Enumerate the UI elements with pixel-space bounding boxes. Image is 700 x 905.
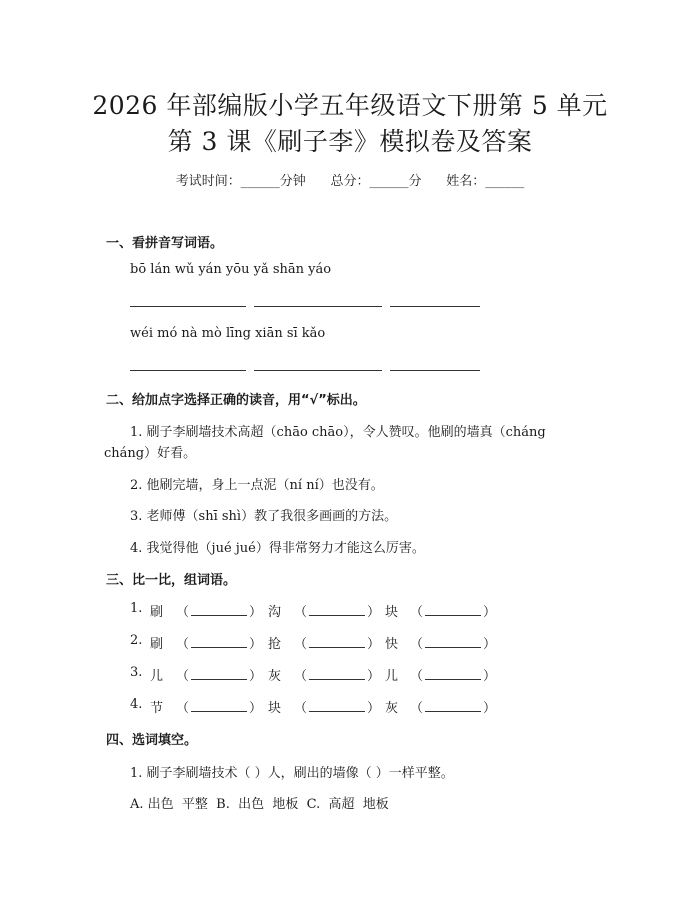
compare-row-number: 1.: [130, 601, 143, 616]
answer-blank[interactable]: [254, 306, 382, 307]
compare-char: 灰: [268, 669, 282, 684]
word-blank[interactable]: （ ）: [410, 669, 497, 684]
compare-char: 刷: [150, 637, 164, 652]
question-2-1-line-1: 1. 刷子李刷墙技术高超（chāo chāo），令人赞叹。他刷的墙真（cháng: [130, 425, 546, 440]
section-2-heading: 二、给加点字选择正确的读音，用“√”标出。: [106, 393, 366, 408]
compare-char: 节: [150, 701, 164, 716]
compare-row-number: 3.: [130, 665, 143, 680]
compare-char: 儿: [385, 669, 399, 684]
word-blank[interactable]: （ ）: [176, 605, 263, 620]
compare-char: 快: [385, 637, 399, 652]
compare-char: 块: [385, 605, 399, 620]
word-blank[interactable]: （ ）: [294, 701, 381, 716]
word-blank[interactable]: （ ）: [176, 637, 263, 652]
compare-char: 抢: [268, 637, 282, 652]
compare-char: 灰: [385, 701, 399, 716]
answer-blank[interactable]: [254, 370, 382, 371]
word-blank[interactable]: （ ）: [294, 669, 381, 684]
question-2-3: 3. 老师傅（shī shì）教了我很多画画的方法。: [130, 509, 398, 524]
question-4-1-options: A. 出色 平整 B. 出色 地板 C. 高超 地板: [130, 797, 389, 812]
section-4-heading: 四、选词填空。: [106, 733, 198, 748]
compare-char: 刷: [150, 605, 164, 620]
word-blank[interactable]: （ ）: [410, 637, 497, 652]
question-4-1: 1. 刷子李刷墙技术（ ）人，刷出的墙像（ ）一样平整。: [130, 766, 454, 781]
answer-blank[interactable]: [130, 370, 246, 371]
word-blank[interactable]: （ ）: [410, 605, 497, 620]
section-3-heading: 三、比一比，组词语。: [106, 573, 237, 588]
answer-blank[interactable]: [390, 370, 480, 371]
title-line-2: 第 3 课《刷子李》模拟卷及答案: [167, 127, 533, 156]
word-blank[interactable]: （ ）: [176, 669, 263, 684]
question-2-1-line-2: cháng）好看。: [104, 446, 197, 461]
exam-meta-line: 考试时间：______分钟 总分：______分 姓名：______: [175, 174, 525, 189]
compare-char: 沟: [268, 605, 282, 620]
word-blank[interactable]: （ ）: [294, 605, 381, 620]
pinyin-row-1: bō lán wǔ yán yōu yǎ shān yáo: [130, 262, 332, 277]
title-line-1: 2026 年部编版小学五年级语文下册第 5 单元: [92, 91, 608, 120]
answer-blank[interactable]: [130, 306, 246, 307]
question-2-2: 2. 他刷完墙，身上一点泥（ní ní）也没有。: [130, 478, 384, 493]
compare-char: 儿: [150, 669, 164, 684]
compare-row-number: 4.: [130, 697, 143, 712]
pinyin-row-2: wéi mó nà mò līng xiān sī kǎo: [130, 326, 326, 341]
section-1-heading: 一、看拼音写词语。: [106, 236, 224, 251]
word-blank[interactable]: （ ）: [176, 701, 263, 716]
answer-blank[interactable]: [390, 306, 480, 307]
question-2-4: 4. 我觉得他（jué jué）得非常努力才能这么厉害。: [130, 541, 425, 556]
compare-char: 块: [268, 701, 282, 716]
compare-row-number: 2.: [130, 633, 143, 648]
word-blank[interactable]: （ ）: [294, 637, 381, 652]
word-blank[interactable]: （ ）: [410, 701, 497, 716]
